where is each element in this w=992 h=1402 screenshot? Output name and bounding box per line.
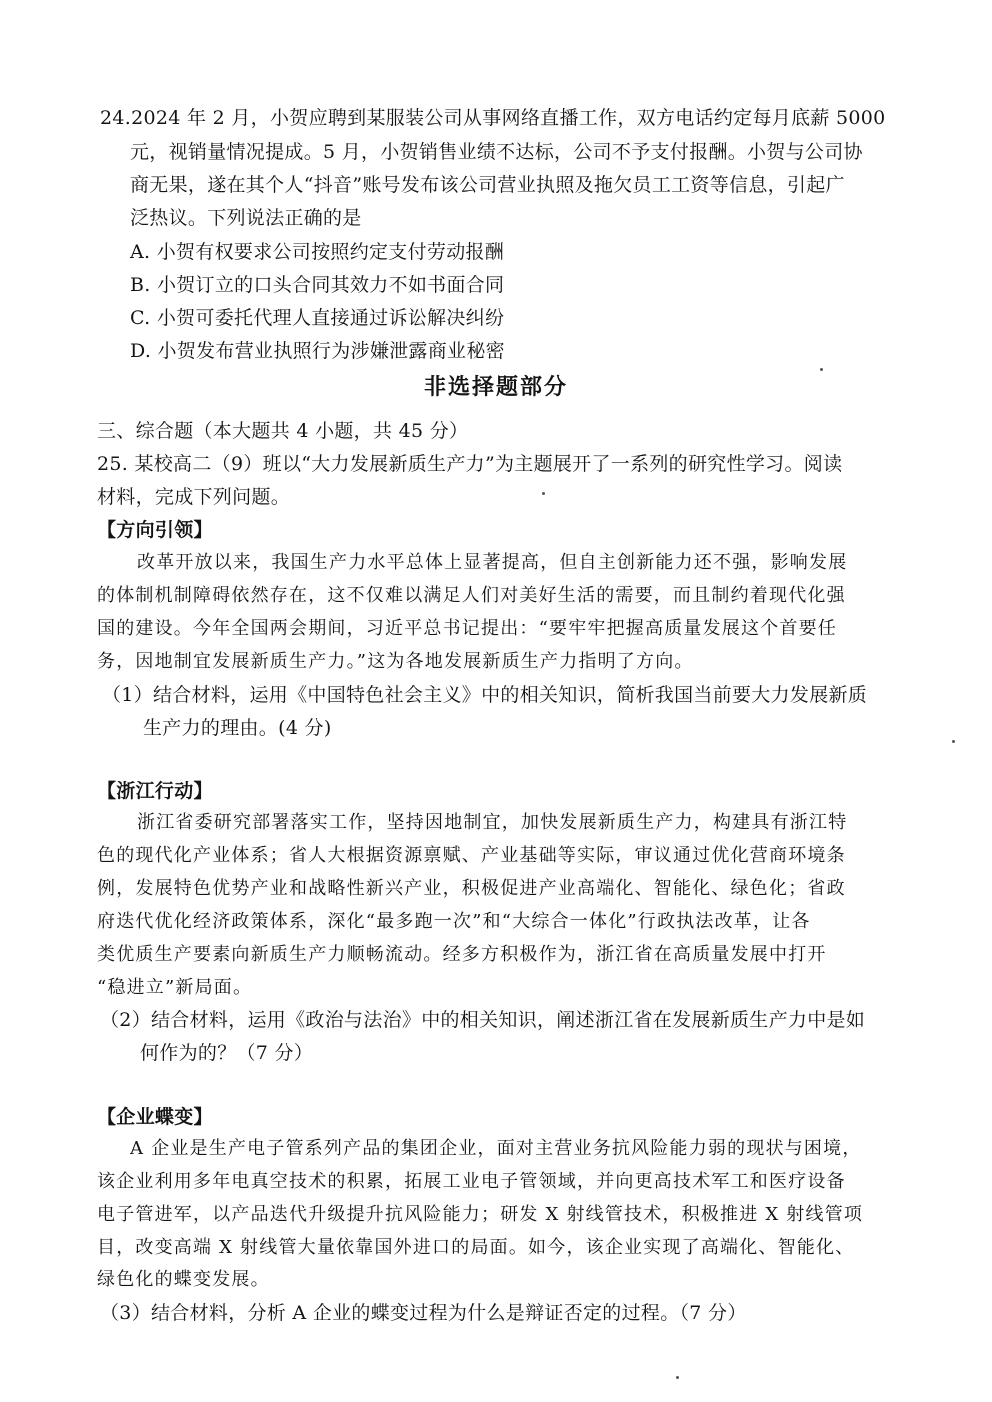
block-enterprise-label: 【企业蝶变】 <box>97 1106 213 1128</box>
block-enterprise-material-5: 绿色化的蝶变发展。 <box>97 1269 270 1290</box>
q24-stem-line-4: 泛热议。下列说法正确的是 <box>130 207 362 229</box>
block-enterprise-material-1: A 企业是生产电子管系列产品的集团企业，面对主营业务抗风险能力弱的现状与困境， <box>130 1138 862 1159</box>
block-zhejiang-label: 【浙江行动】 <box>97 780 213 802</box>
block-zhejiang-material-6: “稳进立”新局面。 <box>97 977 253 998</box>
block-zhejiang-material-4: 府迭代优化经济政策体系，深化“最多跑一次”和“大综合一体化”行政执法改革，让各 <box>97 911 811 932</box>
q25-1-line-2: 生产力的理由。(4 分) <box>143 717 332 739</box>
section-title: 非选择题部分 <box>423 375 568 400</box>
q25-3-line-1: （3）结合材料，分析 A 企业的蝶变过程为什么是辩证否定的过程。（7 分） <box>100 1302 747 1324</box>
q25-2-line-1: （2）结合材料，运用《政治与法治》中的相关知识，阐述浙江省在发展新质生产力中是如 <box>100 1009 866 1031</box>
scan-speck <box>542 492 545 495</box>
scan-speck <box>676 1376 679 1379</box>
block-zhejiang-material-1: 浙江省委研究部署落实工作，坚持因地制宜，加快发展新质生产力，构建具有浙江特 <box>137 812 848 833</box>
q24-stem-line-3: 商无果，遂在其个人“抖音”账号发布该公司营业执照及拖欠员工工资等信息，引起广 <box>130 174 845 196</box>
q24-option-b: B. 小贺订立的口头合同其效力不如书面合同 <box>130 274 505 296</box>
q25-intro-line-1: 25. 某校高二（9）班以“大力发展新质生产力”为主题展开了一系列的研究性学习。阅读 <box>97 453 843 475</box>
q25-2-line-2: 何作为的？（7 分） <box>140 1042 314 1064</box>
block-zhejiang-material-3: 例，发展特色优势产业和战略性新兴产业，积极促进产业高端化、智能化、绿色化；省政 <box>97 878 846 899</box>
block-direction-material-1: 改革开放以来，我国生产力水平总体上显著提高，但自主创新能力还不强，影响发展 <box>137 552 848 573</box>
q24-option-a: A. 小贺有权要求公司按照约定支付劳动报酬 <box>130 241 505 263</box>
block-direction-label: 【方向引领】 <box>97 519 213 541</box>
block-direction-material-4: 务，因地制宜发展新质生产力。”这为各地发展新质生产力指明了方向。 <box>97 651 694 672</box>
block-direction-material-3: 国的建设。今年全国两会期间，习近平总书记提出：“要牢牢把握高质量发展这个首要任 <box>97 618 837 639</box>
block-direction-material-2: 的体制机制障碍依然存在，这不仅难以满足人们对美好生活的需要，而且制约着现代化强 <box>97 585 846 606</box>
block-zhejiang-material-2: 色的现代化产业体系；省人大根据资源禀赋、产业基础等实际，审议通过优化营商环境条 <box>97 845 846 866</box>
block-enterprise-material-2: 该企业利用多年电真空技术的积累，拓展工业电子管领域，并向更高技术军工和医疗设备 <box>97 1171 846 1192</box>
q25-intro-line-2: 材料，完成下列问题。 <box>97 486 291 508</box>
block-enterprise-material-3: 电子管进军，以产品迭代升级提升抗风险能力；研发 X 射线管技术，积极推进 X 射线管项 <box>97 1204 864 1225</box>
q24-option-c: C. 小贺可委托代理人直接通过诉讼解决纠纷 <box>130 307 505 329</box>
scan-speck <box>952 740 955 743</box>
scan-speck <box>820 368 823 371</box>
q24-stem-line-2: 元，视销量情况提成。5 月，小贺销售业绩不达标，公司不予支付报酬。小贺与公司协 <box>130 141 863 163</box>
block-zhejiang-material-5: 类优质生产要素向新质生产力顺畅流动。经多方积极作为，浙江省在高质量发展中打开 <box>97 944 827 965</box>
part3-heading: 三、综合题（本大题共 4 小题，共 45 分） <box>97 420 469 442</box>
q25-1-line-1: （1）结合材料，运用《中国特色社会主义》中的相关知识，简析我国当前要大力发展新质 <box>102 684 868 706</box>
block-enterprise-material-4: 目，改变高端 X 射线管大量依靠国外进口的局面。如今，该企业实现了高端化、智能化、 <box>97 1237 855 1258</box>
q24-option-d: D. 小贺发布营业执照行为涉嫌泄露商业秘密 <box>130 340 505 362</box>
q24-stem-line-1: 24.2024 年 2 月，小贺应聘到某服装公司从事网络直播工作，双方电话约定每月底薪 5000 <box>100 107 886 129</box>
